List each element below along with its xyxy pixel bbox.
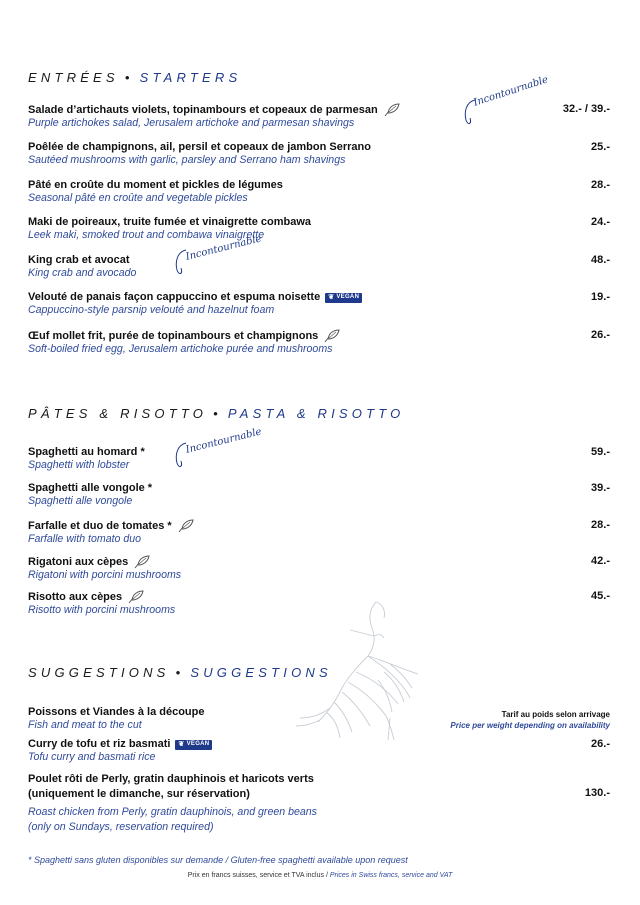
script-flourish-icon (462, 98, 478, 128)
item-price: 42.- (591, 555, 610, 567)
heading-fr: ENTRÉES (28, 70, 119, 85)
script-flourish-icon (173, 248, 189, 278)
price-note-fr: Tarif au poids selon arrivage (501, 710, 610, 719)
vegan-badge-icon: ❦ VEGAN (325, 293, 362, 303)
item-price: 39.- (591, 482, 610, 494)
price-on-request (450, 710, 610, 730)
item-price: 28.- (591, 179, 610, 191)
item-name: Spaghetti au homard * (28, 446, 145, 458)
leaf-icon (383, 103, 401, 117)
item-translation-line2: (only on Sundays, reservation required) (28, 821, 214, 833)
item-translation: Risotto with porcini mushrooms (28, 604, 176, 616)
item-price: 26.- (591, 329, 610, 341)
menu-item (28, 446, 610, 472)
item-price: 19.- (591, 291, 610, 303)
item-price: 130.- (584, 787, 610, 799)
item-price: 24.- (591, 216, 610, 228)
price-note-en: Prices in Swiss francs, service and VAT (329, 872, 453, 879)
vegan-label: VEGAN (186, 741, 210, 747)
item-name: Farfalle et duo de tomates * (28, 519, 172, 532)
item-price: 32.- / 39.- (562, 103, 610, 115)
item-translation: Sautéed mushrooms with garlic, parsley and Serrano ham shavings (28, 154, 346, 166)
item-price: 48.- (591, 254, 610, 266)
price-note (0, 872, 640, 879)
heading-separator: • (213, 406, 222, 421)
item-name: Rigatoni aux cèpes (28, 555, 129, 568)
item-translation: King crab and avocado (28, 267, 137, 279)
vegan-label: VEGAN (336, 294, 360, 300)
item-name: Salade d’artichauts violets, topinambours et copeaux de parmesan (28, 103, 378, 116)
vegan-badge-icon: ❦ VEGAN (175, 740, 212, 750)
gluten-note-fr: * Spaghetti sans gluten disponibles sur demande / (28, 855, 229, 865)
signature-label: Incontournable (184, 233, 263, 263)
item-name: Velouté de panais façon cappuccino et espuma noisette (28, 291, 321, 303)
item-price: 59.- (591, 446, 610, 458)
item-translation: Rigatoni with porcini mushrooms (28, 569, 182, 581)
item-translation: Leek maki, smoked trout and combawa vinaigrette (28, 229, 265, 241)
menu-item (28, 482, 610, 508)
heading-separator: • (124, 70, 134, 85)
item-translation: Purple artichokes salad, Jerusalem artichoke and parmesan shavings (28, 117, 355, 129)
menu-item (28, 179, 610, 205)
price-note-fr: Prix en francs suisses, service et TVA inclus / (187, 872, 328, 879)
menu-item (28, 103, 610, 130)
signature-label: Incontournable (184, 426, 263, 456)
item-name: Curry de tofu et riz basmati (28, 738, 171, 750)
price-note-en: Price per weight depending on availability (450, 721, 610, 730)
item-price: 26.- (591, 738, 610, 750)
menu-item (28, 254, 610, 280)
item-name: Œuf mollet frit, purée de topinambours et champignons (28, 329, 319, 342)
item-translation: Cappuccino-style parsnip velouté and hazelnut foam (28, 304, 275, 316)
item-name: Risotto aux cèpes (28, 590, 123, 603)
item-price: 45.- (591, 590, 610, 602)
menu-item (28, 772, 610, 835)
item-price: 28.- (591, 519, 610, 531)
menu-item (28, 519, 610, 546)
section-heading-starters (28, 70, 241, 85)
item-name: Poêlée de champignons, ail, persil et copeaux de jambon Serrano (28, 141, 371, 153)
item-name-line2: (uniquement le dimanche, sur réservation) (28, 788, 250, 800)
heading-en: SUGGESTIONS (190, 665, 332, 680)
item-translation: Seasonal pâté en croûte and vegetable pickles (28, 192, 248, 204)
heading-en: STARTERS (139, 70, 242, 85)
item-translation: Tofu curry and basmati rice (28, 751, 156, 763)
menu-item (28, 555, 610, 582)
menu-item (28, 329, 610, 356)
section-heading-pasta (28, 406, 404, 421)
item-translation-line1: Roast chicken from Perly, gratin dauphinois, and green beans (28, 806, 317, 818)
item-name: King crab et avocat (28, 254, 130, 266)
leaf-icon (323, 329, 341, 343)
leaf-icon (177, 519, 195, 533)
menu-item (28, 141, 610, 167)
script-flourish-icon (173, 441, 189, 471)
menu-item (28, 291, 610, 317)
item-translation: Soft-boiled fried egg, Jerusalem artichoke purée and mushrooms (28, 343, 333, 355)
heading-fr: PÂTES & RISOTTO (28, 406, 208, 421)
heading-separator: • (175, 665, 185, 680)
leaf-icon (133, 555, 151, 569)
menu-item (28, 738, 610, 764)
item-price: 25.- (591, 141, 610, 153)
item-name-line1: Poulet rôti de Perly, gratin dauphinois et haricots verts (28, 773, 314, 785)
heading-fr: SUGGESTIONS (28, 665, 170, 680)
item-name: Poissons et Viandes à la découpe (28, 706, 205, 718)
item-name: Spaghetti alle vongole * (28, 482, 153, 494)
gluten-note (28, 855, 408, 865)
item-name: Maki de poireaux, truite fumée et vinaigrette combawa (28, 216, 312, 228)
gluten-note-en: Gluten-free spaghetti available upon request (230, 855, 408, 865)
heading-en: PASTA & RISOTTO (227, 406, 405, 421)
item-translation: Fish and meat to the cut (28, 719, 142, 731)
leaf-icon (127, 590, 145, 604)
item-translation: Spaghetti with lobster (28, 459, 130, 471)
item-translation: Spaghetti alle vongole (28, 495, 133, 507)
signature-label: Incontournable (472, 74, 550, 109)
item-translation: Farfalle with tomato duo (28, 533, 142, 545)
item-name: Pâté en croûte du moment et pickles de légumes (28, 179, 283, 191)
menu-item (28, 216, 610, 242)
section-heading-suggestions (28, 665, 332, 680)
